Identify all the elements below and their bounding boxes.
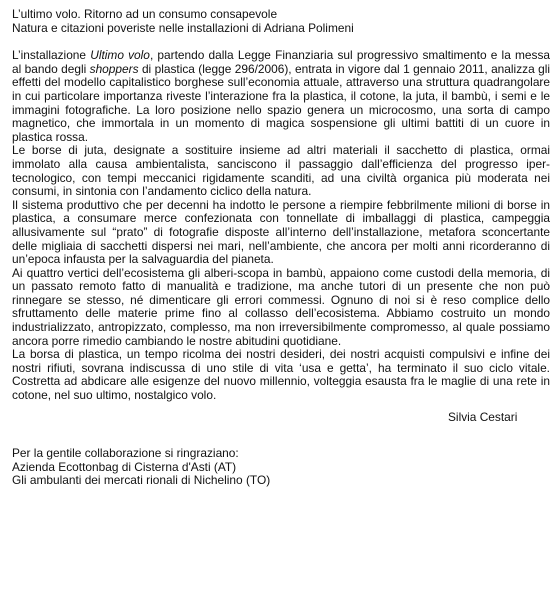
credits-intro: Per la gentile collaborazione si ringraziano:	[12, 446, 239, 461]
author-signature: Silvia Cestari	[448, 409, 518, 424]
credits-item: Azienda Ecottonbag di Cisterna d'Asti (AT)	[12, 459, 237, 474]
paragraph-text: L’installazione	[12, 48, 91, 63]
shoppers-term: shoppers	[89, 61, 139, 76]
document-heading	[12, 8, 550, 35]
body-paragraph-2: Le borse di juta, designate a sostituire insieme ad altri materiali il sacchetto di plastica, ormai immolato alla causa ambientalista, sanciscono il passaggio dall’efficienza del progresso iper-tecnologico, con tempi meccanici rigidamente scanditi, ad una civiltà organica più moderata nei consumi, in sintonia con l’andamento ciclico della natura.	[12, 143, 550, 199]
body-paragraph-5: La borsa di plastica, un tempo ricolma dei nostri desideri, dei nostri acquisti compulsivi e infine dei nostri rifiuti, sovrana indiscussa di uno stile di vita ‘usa e getta’, ha terminato il suo ciclo vitale. Costretta ad abdicare alle esigenze del nuovo millennio, volteggia esausta fra le maglie di una rete in cotone, nel suo ultimo, nostalgico volo.	[12, 347, 550, 403]
body-paragraph-4: Ai quattro vertici dell’ecosistema gli alberi-scopa in bambù, appaiono come custodi della memoria, di un passato remoto fatto di manualità e tradizione, ma anche tutori di un presente che non può rinnegare se stesso, né dimenticare gli errori commessi. Ognuno di noi si è reso complice dello sfruttamento delle materie prime fino al collasso dell’ecosistema. Abbiamo costruito un mondo industrializzato, antropizzato, complesso, ma non irreversibilmente compromesso, al quale possiamo ancora porre rimedio cambiando le nostre abitudini quotidiane.	[12, 265, 550, 348]
body-paragraph-1	[12, 49, 550, 144]
document-subtitle: Natura e citazioni poveriste nelle installazioni di Adriana Polimeni	[12, 20, 354, 35]
paragraph-text: di plastica (legge 296/2006), entrata in vigore dal 1 gennaio 2011, analizza gli effetti del modello capitalistico borghese sull’economia attuale, attraverso una struttura quadrangolare in cui particolare importanza riveste l’interazione fra la plastica, il cotone, la juta, il bambù, i semi e le immagini fotografiche. La loro posizione nello spazio genera un microcosmo, una sorta di campo magnetico, che immortala in un momento di magica sospensione gli ultimi battiti di un cuore in plastica rossa.	[12, 61, 550, 144]
artwork-title: Ultimo volo	[90, 48, 150, 63]
document-title: L’ultimo volo. Ritorno ad un consumo consapevole	[12, 7, 278, 21]
credits-item: Gli ambulanti dei mercati rionali di Nichelino (TO)	[12, 473, 271, 488]
body-paragraph-3: Il sistema produttivo che per decenni ha indotto le persone a riempire febbrilmente milioni di borse in plastica, a consumare merce confezionata con tonnellate di imballaggi di plastica, campeggia allusivamente sul “prato” di fotografie disposte all’interno dell’installazione, metafora sconcertante delle migliaia di sacchetti dispersi nei mari, nell’ambiente, che ancora per molti anni ricorderanno di un’epoca infausta per la salvaguardia del pianeta.	[12, 197, 550, 267]
credits-section	[12, 447, 550, 488]
document-body	[12, 49, 550, 402]
paragraph-text: , partendo dalla Legge Finanziaria sul progressivo smaltimento e la messa al bando degli	[12, 48, 551, 76]
